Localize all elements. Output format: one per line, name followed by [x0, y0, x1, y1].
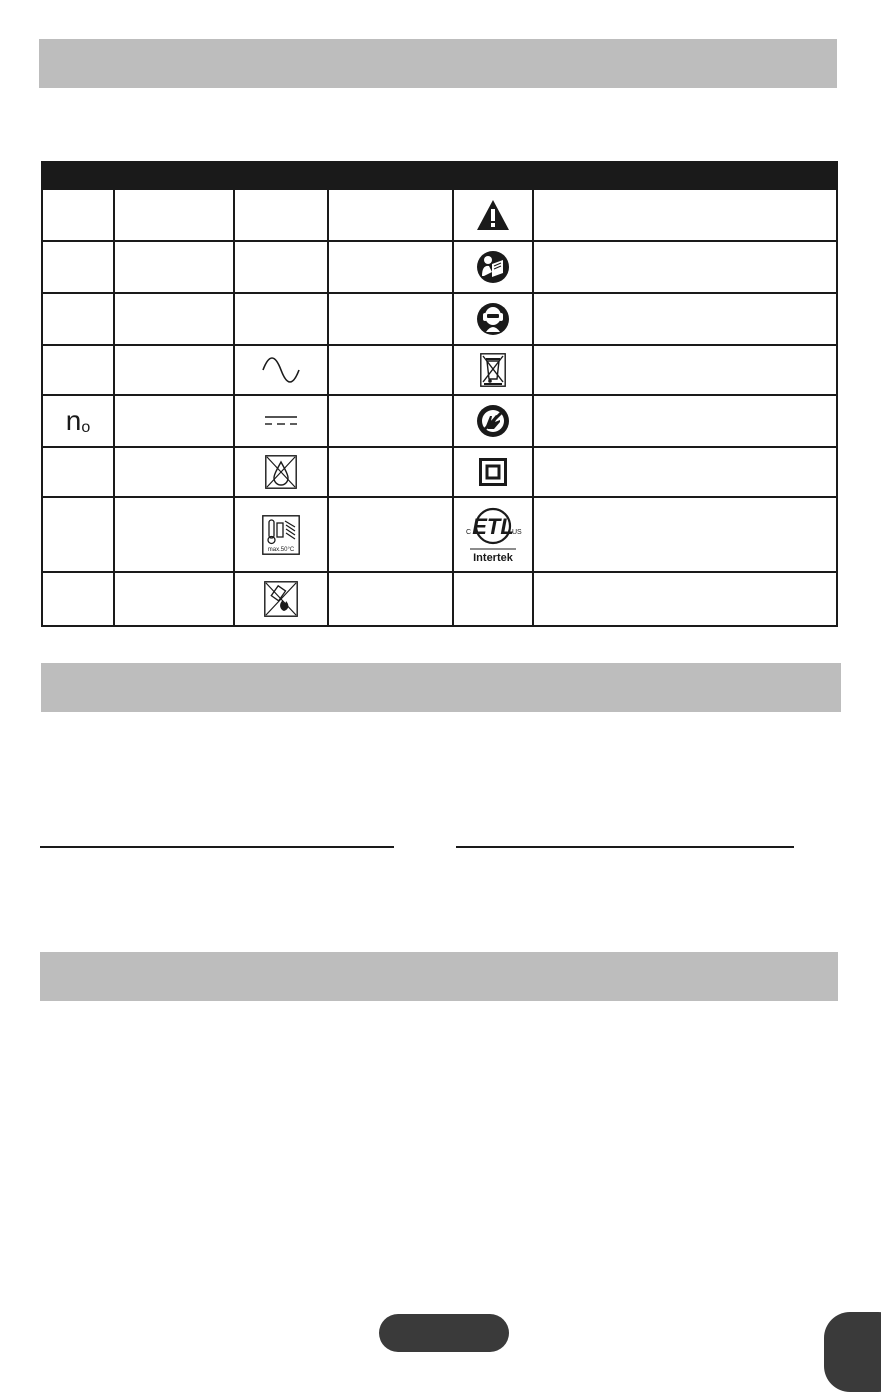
section-header-warranty — [40, 952, 838, 1001]
symbol-cell — [453, 395, 533, 447]
description-cell — [533, 572, 837, 626]
notation-cell — [42, 345, 114, 395]
meaning-cell — [328, 447, 453, 497]
table-row — [42, 447, 837, 497]
meaning-cell — [114, 345, 234, 395]
table-row — [42, 497, 837, 572]
notation-cell — [42, 189, 114, 241]
table-row — [42, 241, 837, 293]
table-header-row — [42, 162, 837, 189]
table-row — [42, 572, 837, 626]
warning-triangle-icon — [476, 199, 510, 231]
symbol-cell — [453, 241, 533, 293]
symbol-cell — [234, 293, 328, 345]
symbol-cell — [234, 447, 328, 497]
no-hand-contact-icon — [476, 404, 510, 438]
meaning-cell — [328, 241, 453, 293]
meaning-cell — [114, 395, 234, 447]
svg-text:max.50°C: max.50°C — [267, 546, 295, 553]
description-cell — [533, 241, 837, 293]
svg-text:Intertek: Intertek — [473, 551, 513, 564]
header-cell — [42, 162, 114, 189]
no-water-icon — [265, 455, 297, 489]
symbol-cell — [453, 497, 533, 572]
signature-line-right — [456, 846, 794, 848]
meaning-cell — [114, 572, 234, 626]
header-cell — [453, 162, 533, 189]
symbol-cell — [234, 189, 328, 241]
description-cell — [533, 497, 837, 572]
description-cell — [533, 395, 837, 447]
description-cell — [533, 293, 837, 345]
meaning-cell — [114, 497, 234, 572]
symbol-cell — [234, 497, 328, 572]
table-row — [42, 189, 837, 241]
meaning-cell — [328, 395, 453, 447]
meaning-cell — [114, 189, 234, 241]
meaning-cell — [114, 241, 234, 293]
symbols-table — [41, 161, 838, 627]
symbol-cell — [453, 447, 533, 497]
table-row — [42, 345, 837, 395]
wear-eye-ear-protection-icon — [476, 302, 510, 336]
notation-cell — [42, 447, 114, 497]
alternating-current-icon — [261, 357, 301, 383]
symbol-cell — [234, 395, 328, 447]
symbol-cell — [453, 293, 533, 345]
description-cell — [533, 345, 837, 395]
symbol-cell — [234, 572, 328, 626]
section-header-symbols — [39, 39, 837, 88]
read-manual-icon — [476, 250, 510, 284]
meaning-cell — [328, 189, 453, 241]
meaning-cell — [114, 293, 234, 345]
svg-text:ETL: ETL — [472, 513, 514, 539]
no-load-speed-notation: $n_o$ — [65, 405, 91, 436]
notation-cell — [42, 395, 114, 447]
symbol-cell — [234, 241, 328, 293]
notation-cell — [42, 497, 114, 572]
page-number-pill — [379, 1314, 509, 1352]
weee-crossed-bin-icon — [480, 353, 506, 387]
description-cell — [533, 189, 837, 241]
meaning-cell — [328, 345, 453, 395]
header-cell — [114, 162, 234, 189]
meaning-cell — [328, 497, 453, 572]
svg-text:C: C — [466, 528, 472, 536]
notation-cell — [42, 241, 114, 293]
table-row — [42, 293, 837, 345]
symbol-cell — [234, 345, 328, 395]
meaning-cell — [114, 447, 234, 497]
notation-cell — [42, 293, 114, 345]
header-cell — [234, 162, 328, 189]
double-insulation-icon — [479, 458, 507, 486]
table-row — [42, 395, 837, 447]
symbol-cell — [453, 572, 533, 626]
header-cell — [533, 162, 837, 189]
meaning-cell — [328, 293, 453, 345]
etl-listed-icon — [460, 504, 526, 566]
meaning-cell — [328, 572, 453, 626]
description-cell — [533, 447, 837, 497]
section-header-specifications — [41, 663, 841, 712]
header-cell — [328, 162, 453, 189]
no-fire-icon — [264, 581, 298, 617]
symbol-cell — [453, 345, 533, 395]
svg-text:US: US — [512, 528, 522, 536]
language-corner-tab — [824, 1312, 881, 1392]
temperature-max-icon — [262, 515, 300, 555]
signature-line-left — [40, 846, 394, 848]
notation-cell — [42, 572, 114, 626]
direct-current-icon — [263, 414, 299, 428]
symbol-cell — [453, 189, 533, 241]
